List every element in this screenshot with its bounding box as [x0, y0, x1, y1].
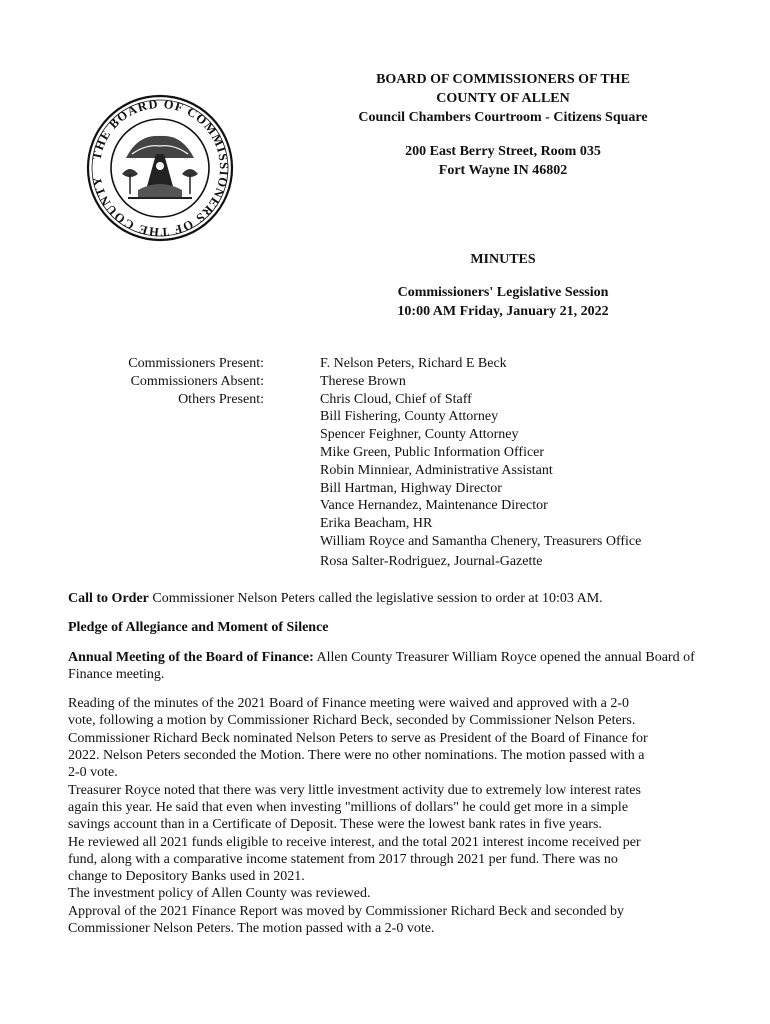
paragraph-line: fund, along with a comparative income statement from 2017 through 2021 per fund. There was no — [68, 851, 618, 867]
paragraph-line: vote, following a motion by Commissioner Richard Beck, seconded by Commissioner Nelson Peters. — [68, 713, 636, 729]
county-seal-graphic — [86, 94, 234, 242]
call-to-order-heading: Call to Order — [68, 591, 149, 606]
present-value: F. Nelson Peters, Richard E Beck — [320, 356, 507, 371]
present-label: Commissioners Present: — [128, 356, 264, 371]
paragraph-line: The investment policy of Allen County was reviewed. — [68, 886, 371, 902]
paragraph-line: change to Depository Banks used in 2021. — [68, 869, 305, 885]
others-item: Mike Green, Public Information Officer — [320, 444, 545, 460]
others-item: William Royce and Samantha Chenery, Treasurers Office — [320, 533, 642, 549]
others-item: Spencer Feighner, County Attorney — [320, 427, 519, 443]
paragraph-line: He reviewed all 2021 funds eligible to receive interest, and the total 2021 interest income received per — [68, 834, 641, 850]
absent-label: Commissioners Absent: — [130, 373, 264, 389]
session-datetime: 10:00 AM Friday, January 21, 2022 — [397, 304, 609, 319]
others-item: Bill Hartman, Highway Director — [320, 480, 502, 496]
minutes-header — [330, 250, 676, 321]
seal-ring-text: THE BOARD OF COMMISSIONERS OF THE COUNTY — [89, 96, 232, 240]
pledge-heading: Pledge of Allegiance and Moment of Silence — [68, 620, 329, 636]
minutes-body — [68, 590, 698, 937]
header-county-name: COUNTY OF ALLEN — [436, 91, 570, 106]
header-address-street: 200 East Berry Street, Room 035 — [405, 144, 601, 159]
paragraph-line: Commissioner Nelson Peters. The motion passed with a 2-0 vote. — [68, 921, 435, 937]
document-header — [330, 70, 676, 180]
header-board-title: BOARD OF COMMISSIONERS OF THE — [376, 72, 630, 87]
paragraph-line: 2022. Nelson Peters seconded the Motion. There were no other nominations. The motion passed with a — [68, 748, 645, 764]
paragraph-line: 2-0 vote. — [68, 765, 118, 781]
others-item: Bill Fishering, County Attorney — [320, 409, 499, 425]
minutes-title: MINUTES — [470, 252, 536, 267]
others-label: Others Present: — [178, 391, 264, 407]
annual-meeting-heading: Annual Meeting of the Board of Finance: — [68, 649, 314, 665]
finance-paragraph — [68, 695, 698, 937]
attendance-values — [320, 355, 740, 571]
paragraph-line: Treasurer Royce noted that there was very little investment activity due to extremely low interest rates — [68, 782, 641, 798]
others-item: Erika Beacham, HR — [320, 516, 433, 532]
annual-meeting-text: Allen County Treasurer William Royce opened the annual Board of Finance meeting. — [68, 649, 695, 682]
others-item: Rosa Salter-Rodriguez, Journal-Gazette — [320, 553, 543, 569]
call-to-order-text: Commissioner Nelson Peters called the legislative session to order at 10:03 AM. — [148, 591, 603, 606]
others-item: Chris Cloud, Chief of Staff — [320, 391, 472, 407]
paragraph-line: Commissioner Richard Beck nominated Nelson Peters to serve as President of the Board of Finance for — [68, 730, 648, 746]
others-item: Robin Minniear, Administrative Assistant — [320, 462, 553, 478]
others-item: Vance Hernandez, Maintenance Director — [320, 498, 548, 514]
paragraph-line: again this year. He said that even when investing "millions of dollars" he could get more in a simple — [68, 799, 629, 815]
paragraph-line: Approval of the 2021 Finance Report was moved by Commissioner Richard Beck and seconded by — [68, 903, 624, 919]
annual-meeting — [68, 649, 698, 684]
absent-value: Therese Brown — [320, 373, 406, 389]
attendance-labels — [100, 355, 264, 408]
paragraph-line: savings account than in a Certificate of Deposit. These were the lowest bank rates in five years. — [68, 817, 602, 833]
header-address-city: Fort Wayne IN 46802 — [438, 163, 568, 178]
county-seal — [86, 94, 234, 242]
session-name: Commissioners' Legislative Session — [397, 285, 609, 300]
call-to-order — [68, 590, 698, 607]
header-location: Council Chambers Courtroom - Citizens Square — [358, 110, 648, 125]
paragraph-line: Reading of the minutes of the 2021 Board of Finance meeting were waived and approved with a 2-0 — [68, 696, 630, 712]
seal-scene-icon — [122, 136, 198, 198]
